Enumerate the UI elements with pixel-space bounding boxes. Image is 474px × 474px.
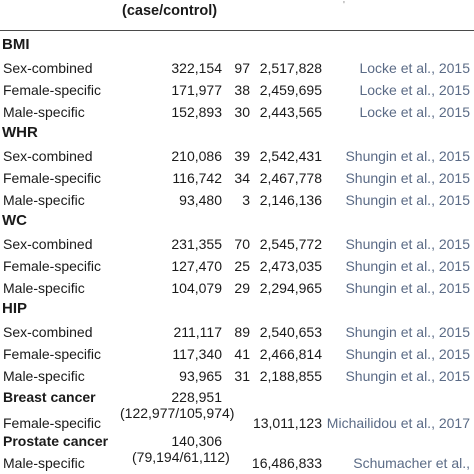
reference-link[interactable]: Shungin et al., 2015 bbox=[345, 236, 470, 252]
loci-count: 31 bbox=[234, 368, 250, 384]
sample-size: 171,977 bbox=[171, 82, 222, 98]
case-control-split: (79,194/61,112) bbox=[132, 449, 230, 465]
table-row bbox=[0, 189, 474, 211]
loci-count: 3 bbox=[242, 192, 250, 208]
trait-label: Female-specific bbox=[3, 170, 102, 186]
reference-link[interactable]: Michailidou et al., 2017 bbox=[326, 415, 470, 431]
snp-count: 2,542,431 bbox=[259, 148, 322, 164]
case-control-split: (122,977/105,974) bbox=[120, 405, 235, 421]
snp-count: 2,545,772 bbox=[259, 236, 322, 252]
trait-label: Female-specific bbox=[3, 82, 102, 98]
snp-count: 2,146,136 bbox=[259, 192, 322, 208]
table-row bbox=[0, 57, 474, 79]
snp-count: 13,011,123 bbox=[252, 415, 322, 431]
sample-size: 93,480 bbox=[179, 192, 222, 208]
table-row bbox=[0, 101, 474, 123]
loci-count: 97 bbox=[234, 60, 250, 76]
snp-count: 2,466,814 bbox=[259, 346, 322, 362]
table-row bbox=[0, 277, 474, 299]
sample-size: 117,340 bbox=[172, 346, 222, 362]
loci-count: 34 bbox=[234, 170, 250, 186]
table-row bbox=[0, 365, 474, 387]
reference-link[interactable]: Locke et al., 2015 bbox=[359, 82, 470, 98]
sample-size: 140,306 bbox=[171, 433, 222, 449]
trait-label: Female-specific bbox=[3, 258, 102, 274]
table-row bbox=[0, 343, 474, 365]
reference-link[interactable]: Shungin et al., 2015 bbox=[345, 258, 470, 274]
sample-size: 93,965 bbox=[179, 368, 222, 384]
snp-count: 2,294,965 bbox=[259, 280, 322, 296]
sample-size: 104,079 bbox=[171, 280, 222, 296]
trait-label: Sex-combined bbox=[3, 60, 93, 76]
group-title-hip: HIP bbox=[2, 300, 28, 317]
header-rule bbox=[0, 30, 474, 31]
snp-count: 2,473,035 bbox=[259, 258, 322, 274]
loci-count: 25 bbox=[234, 258, 250, 274]
trait-label: Female-specific bbox=[3, 346, 102, 362]
reference-link[interactable]: Shungin et al., 2015 bbox=[345, 346, 470, 362]
snp-count: 16,486,833 bbox=[251, 455, 322, 471]
sample-size: 231,355 bbox=[171, 236, 222, 252]
loci-count: 70 bbox=[234, 236, 250, 252]
table-header bbox=[0, 0, 474, 30]
reference-link[interactable]: Shungin et al., 2015 bbox=[345, 192, 470, 208]
trait-label: Female-specific bbox=[3, 415, 102, 431]
sample-size: 210,086 bbox=[171, 148, 222, 164]
trait-label: Male-specific bbox=[3, 104, 85, 120]
sample-size: 228,951 bbox=[171, 389, 222, 405]
header-fragment: ' bbox=[343, 0, 345, 11]
table-row bbox=[0, 79, 474, 101]
loci-count: 30 bbox=[234, 104, 250, 120]
table-row bbox=[0, 452, 474, 474]
table-row bbox=[0, 255, 474, 277]
reference-link[interactable]: Shungin et al., 2015 bbox=[345, 368, 470, 384]
loci-count: 29 bbox=[234, 280, 250, 296]
group-title-breast-cancer: Breast cancer bbox=[3, 389, 96, 405]
group-title-prostate-cancer: Prostate cancer bbox=[3, 433, 109, 449]
snp-count: 2,517,828 bbox=[259, 60, 322, 76]
reference-link[interactable]: Schumacher et al., bbox=[353, 455, 470, 471]
snp-count: 2,459,695 bbox=[259, 82, 322, 98]
trait-label: Male-specific bbox=[3, 192, 85, 208]
reference-link[interactable]: Shungin et al., 2015 bbox=[345, 324, 470, 340]
loci-count: 39 bbox=[234, 148, 250, 164]
snp-count: 2,467,778 bbox=[259, 170, 322, 186]
snp-count: 2,540,653 bbox=[259, 324, 322, 340]
loci-count: 89 bbox=[234, 324, 250, 340]
trait-label: Sex-combined bbox=[3, 148, 93, 164]
sample-size: 127,470 bbox=[171, 258, 222, 274]
reference-link[interactable]: Locke et al., 2015 bbox=[359, 60, 470, 76]
loci-count: 38 bbox=[234, 82, 250, 98]
table-row bbox=[0, 321, 474, 343]
group-title-wc: WC bbox=[2, 212, 27, 229]
table-row bbox=[0, 145, 474, 167]
sample-size-header: (case/control) bbox=[122, 3, 218, 19]
trait-label: Male-specific bbox=[3, 455, 85, 471]
snp-count: 2,443,565 bbox=[259, 104, 322, 120]
group-title-bmi: BMI bbox=[2, 36, 30, 53]
sample-size: 116,742 bbox=[172, 170, 222, 186]
loci-count: 41 bbox=[234, 346, 250, 362]
reference-link[interactable]: Shungin et al., 2015 bbox=[345, 280, 470, 296]
reference-link[interactable]: Shungin et al., 2015 bbox=[345, 170, 470, 186]
reference-link[interactable]: Locke et al., 2015 bbox=[359, 104, 470, 120]
trait-label: Sex-combined bbox=[3, 324, 93, 340]
sample-size: 322,154 bbox=[171, 60, 222, 76]
trait-label: Sex-combined bbox=[3, 236, 93, 252]
sample-size: 152,893 bbox=[171, 104, 222, 120]
group-title-whr: WHR bbox=[2, 124, 38, 141]
table-row bbox=[0, 167, 474, 189]
snp-count: 2,188,855 bbox=[259, 368, 322, 384]
trait-label: Male-specific bbox=[3, 280, 85, 296]
reference-link[interactable]: Shungin et al., 2015 bbox=[345, 148, 470, 164]
table-row bbox=[0, 233, 474, 255]
trait-label: Male-specific bbox=[3, 368, 85, 384]
sample-size: 211,117 bbox=[173, 324, 222, 340]
